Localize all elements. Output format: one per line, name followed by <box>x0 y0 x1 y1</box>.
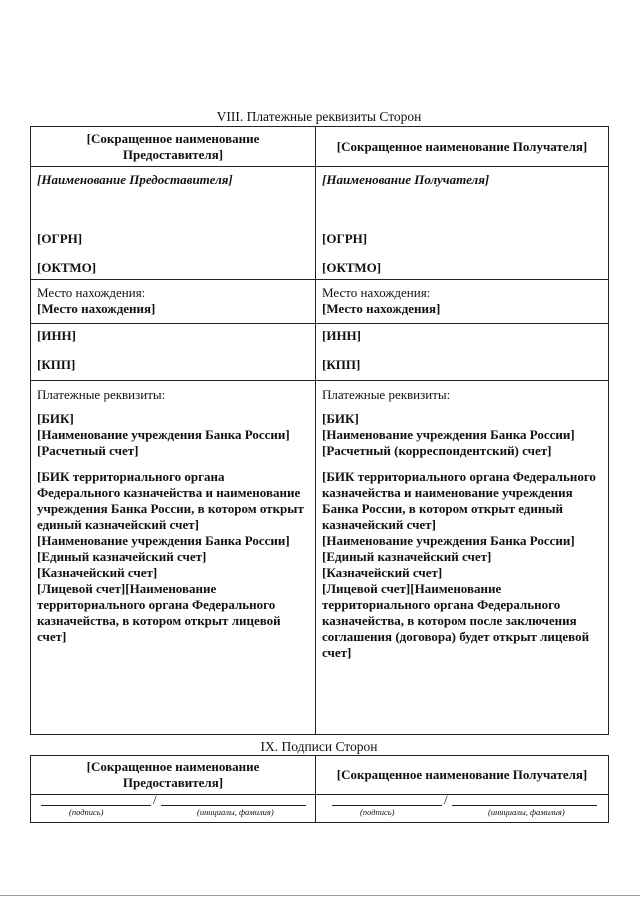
signature-line-row <box>31 795 609 823</box>
recipient-signature-block <box>322 792 602 817</box>
recipient-initials-line <box>452 805 597 806</box>
provider-location-label: Место нахождения: <box>37 285 146 300</box>
provider-account: [Расчетный счет] <box>37 443 139 458</box>
provider-initials-line <box>161 805 306 806</box>
provider-signature-header: [Сокращенное наименование Предоставителя] <box>31 756 316 795</box>
recipient-bik: [БИК] <box>322 411 359 426</box>
payment-details-table <box>30 126 609 735</box>
provider-payment-label: Платежные реквизиты: <box>37 387 166 402</box>
provider-tax-cell <box>31 324 316 381</box>
recipient-kpp: [КПП] <box>322 357 361 372</box>
provider-treasury-bik: [БИК территориального органа Федерального казначейства и наименование учреждения Банка России, в котором открыт единый казначейский счет] <box>37 469 304 532</box>
recipient-short-name-header: [Сокращенное наименование Получателя] <box>316 127 609 167</box>
provider-short-name-header: [Сокращенное наименование Предоставителя] <box>31 127 316 167</box>
recipient-initials-caption: (инициалы, фамилия) <box>488 807 565 817</box>
page-bottom-divider <box>0 895 640 896</box>
provider-name: [Наименование Предоставителя] <box>37 172 233 187</box>
recipient-location-label: Место нахождения: <box>322 285 431 300</box>
provider-signature-cell <box>31 792 316 823</box>
provider-bank-name: [Наименование учреждения Банка России] <box>37 427 290 442</box>
provider-inn: [ИНН] <box>37 328 76 343</box>
provider-location: [Место нахождения] <box>37 301 156 316</box>
recipient-ogrn: [ОГРН] <box>322 231 368 246</box>
recipient-signature-cell <box>316 792 609 823</box>
provider-signature-line <box>41 805 151 806</box>
provider-single-account: [Единый казначейский счет] <box>37 549 207 564</box>
recipient-oktmo: [ОКТМО] <box>322 260 382 275</box>
provider-signature-slash: / <box>153 792 157 807</box>
recipient-signature-header: [Сокращенное наименование Получателя] <box>316 756 609 795</box>
recipient-signature-line <box>332 805 442 806</box>
provider-signature-block <box>37 792 309 817</box>
payment-row <box>31 381 609 735</box>
provider-payment-cell <box>31 381 316 735</box>
provider-bank-name-2: [Наименование учреждения Банка России] <box>37 533 290 548</box>
provider-bik: [БИК] <box>37 411 74 426</box>
recipient-location-cell <box>316 280 609 324</box>
recipient-account: [Расчетный (корреспондентский) счет] <box>322 443 552 458</box>
recipient-personal-account: [Лицевой счет][Наименование территориального органа Федерального казначейства, в котором после заключения соглашения (договора) будет открыт лицевой счет] <box>322 581 590 660</box>
provider-treasury-account: [Казначейский счет] <box>37 565 158 580</box>
provider-signature-caption: (подпись) <box>69 807 104 817</box>
signature-header-row <box>31 756 609 795</box>
identity-row <box>31 167 609 280</box>
recipient-treasury-account: [Казначейский счет] <box>322 565 443 580</box>
recipient-tax-cell <box>316 324 609 381</box>
tax-row <box>31 324 609 381</box>
signatures-table <box>30 755 609 823</box>
location-row <box>31 280 609 324</box>
recipient-bank-name: [Наименование учреждения Банка России] <box>322 427 575 442</box>
recipient-treasury-bik: [БИК территориального органа Федерального казначейства и наименование учреждения Банка России, в котором открыт единый казначейский счет] <box>322 469 596 532</box>
provider-kpp: [КПП] <box>37 357 76 372</box>
recipient-payment-label: Платежные реквизиты: <box>322 387 451 402</box>
recipient-name: [Наименование Получателя] <box>322 172 490 187</box>
provider-identity-cell <box>31 167 316 280</box>
recipient-location: [Место нахождения] <box>322 301 441 316</box>
recipient-payment-cell <box>316 381 609 735</box>
provider-oktmo: [ОКТМО] <box>37 260 97 275</box>
provider-location-cell <box>31 280 316 324</box>
provider-personal-account: [Лицевой счет][Наименование территориального органа Федерального казначейства, в котором открыт лицевой счет] <box>37 581 281 644</box>
recipient-single-account: [Единый казначейский счет] <box>322 549 492 564</box>
section-8-title: VIII. Платежные реквизиты Сторон <box>216 109 422 124</box>
recipient-inn: [ИНН] <box>322 328 361 343</box>
recipient-bank-name-2: [Наименование учреждения Банка России] <box>322 533 575 548</box>
recipient-signature-caption: (подпись) <box>360 807 395 817</box>
provider-ogrn: [ОГРН] <box>37 231 83 246</box>
recipient-signature-slash: / <box>444 792 448 807</box>
provider-initials-caption: (инициалы, фамилия) <box>197 807 274 817</box>
section-9-title: IX. Подписи Сторон <box>260 739 378 754</box>
recipient-identity-cell <box>316 167 609 280</box>
header-row <box>31 127 609 167</box>
